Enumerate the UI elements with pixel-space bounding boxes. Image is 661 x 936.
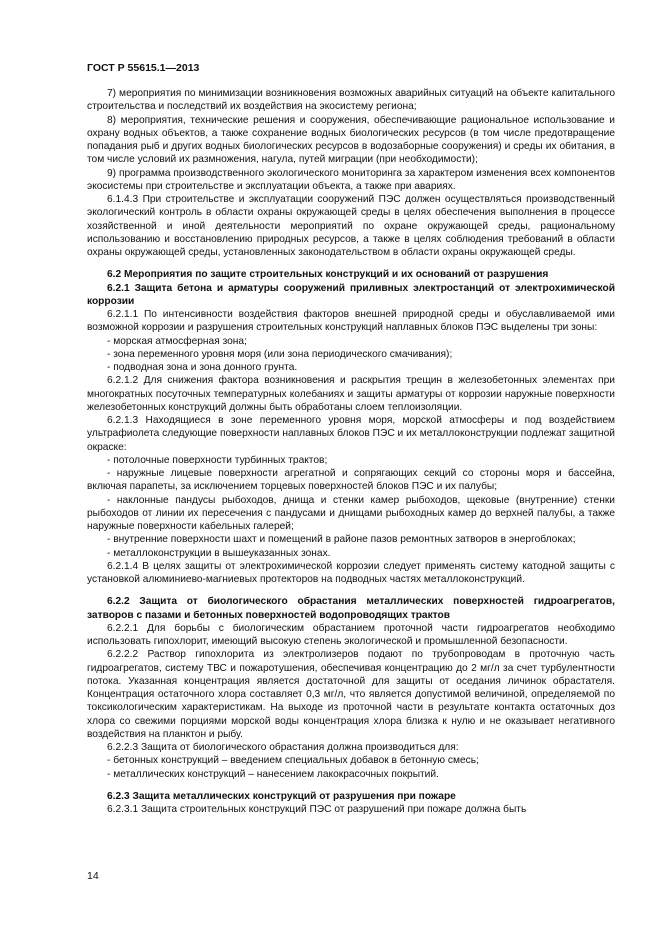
paragraph: 6.2.1.4 В целях защиты от электрохимической коррозии следует применять систему катодной защиты с установкой алюминиево-магниевых протекторов на подводных частях металлоконструкций. [87,560,615,585]
list-item: - потолочные поверхности турбинных трактов; [107,454,328,466]
section-heading-6-2-1: 6.2.1 Защита бетона и арматуры сооружений приливных электростанций от электрохимической коррозии [87,282,615,307]
paragraph: 6.2.2.2 Раствор гипохлорита из электролизеров подают по трубопроводам в проточную часть гидроагрегатов, систему ТВС и пожаротушения, обеспечивая концентрацию до 2 мг/л за счет турбулентности потока. Указанная концентрация является достаточной для защиты от оседания личинок обрастателя. Концентрация остаточного хлора составляет 0,3 мг/л, что является допустимой величиной, определяемой по токсикологическим характеристикам. На выходе из проточной части в результате контакта остаточных доз хлора со свежими порциями морской воды концентрация хлора близка к нулю и не оказывает негативного воздействия на планктон и рыбу. [87,649,615,740]
list-item: - металлоконструкции в вышеуказанных зонах. [107,547,331,559]
paragraph: 6.1.4.3 При строительстве и эксплуатации сооружений ПЭС должен осуществляться производственный экологический контроль в области охраны окружающей среды в целях обеспечения выполнения в процессе хозяйственной и иной деятельности мероприятий по охране окружающей среды, рациональному использованию и восстановлению природных ресурсов, а также в целях соблюдения требований в области охраны окружающей среды, установленных законодательством в области охраны окружающей среды. [87,194,615,258]
page-content [87,87,615,816]
paragraph: 7) мероприятия по минимизации возникновения возможных аварийных ситуаций на объекте капитального строительства и последствий их воздействия на экосистему региона; [87,88,615,113]
list-item: - подводная зона и зона донного грунта. [107,362,298,373]
section-heading-6-2: 6.2 Мероприятия по защите строительных конструкций и их оснований от разрушения [107,269,549,281]
list-item: - внутренние поверхности шахт и помещений в районе пазов ремонтных затворов в энергоблоках; [107,534,576,546]
list-item: - зона переменного уровня моря (или зона периодического смачивания); [107,348,453,360]
page-number: 14 [87,870,99,882]
list-item: - металлических конструкций – нанесением лакокрасочных покрытий. [107,768,439,780]
paragraph: 6.2.2.1 Для борьбы с биологическим обрастанием проточной части гидроагрегатов необходимо использовать гипохлорит, имеющий высокую степень экологической и промышленной безопасности. [87,622,615,647]
paragraph: 6.2.2.3 Защита от биологического обрастания должна производиться для: [107,742,459,753]
section-heading-6-2-2: 6.2.2 Защита от биологического обрастания металлических поверхностей гидроагрегатов, затворов с пазами и бетонных поверхностей водопроводящих трактов [87,596,615,621]
spacer [87,259,615,268]
section-heading-6-2-3: 6.2.3 Защита металлических конструкций от разрушения при пожаре [107,790,456,802]
document-standard-number: ГОСТ Р 55615.1—2013 [87,62,200,74]
paragraph: 6.2.3.1 Защита строительных конструкций ПЭС от разрушений при пожаре должна быть [107,804,527,815]
paragraph: 8) мероприятия, технические решения и сооружения, обеспечивающие рациональное использование и охрану водных объектов, а также сохранение водных биологических ресурсов (в том числе предотвращение попадания рыб и других водных биологических ресурсов в водозаборные сооружения) и среды их обитания, в том числе условий их размножения, нагула, путей миграции (при необходимости); [87,114,615,166]
list-item: - морская атмосферная зона; [107,335,247,347]
spacer [87,781,615,790]
paragraph: 9) программа производственного экологического мониторинга за характером изменения всех компонентов экосистемы при строительстве и эксплуатации объекта, а также при авариях. [87,167,615,192]
paragraph: 6.2.1.1 По интенсивности воздействия факторов внешней природной среды и обуславливаемой ими возможной коррозии и разрушения строительных конструкций наплавных блоков ПЭС выделены три зоны: [87,309,615,334]
paragraph: 6.2.1.3 Находящиеся в зоне переменного уровня моря, морской атмосферы и под воздействием ультрафиолета следующие поверхности наплавных блоков ПЭС и их металлоконструкции подлежат защитной окраске: [87,415,615,453]
spacer [87,586,615,595]
list-item: - бетонных конструкций – введением специальных добавок в бетонную смесь; [107,755,479,767]
list-item: - наружные лицевые поверхности агрегатной и сопрягающих секций со стороны моря и бассейна, включая парапеты, за исключением торцевых поверхностей блоков ПЭС и их палубы; [87,468,615,493]
paragraph: 6.2.1.2 Для снижения фактора возникновения и раскрытия трещин в железобетонных элементах при многократных посуточных температурных колебаниях и защиты арматуры от коррозии наружные поверхности железобетонных конструкций должны быть обработаны слоем теплоизоляции. [87,375,615,413]
list-item: - наклонные пандусы рыбоходов, днища и стенки камер рыбоходов, щековые (внутренние) стенки рыбоходов от линии их пересечения с пандусами и днищами рыбоходных камер до верхней палубы, а также наружные поверхности кабельных галерей; [87,494,615,532]
